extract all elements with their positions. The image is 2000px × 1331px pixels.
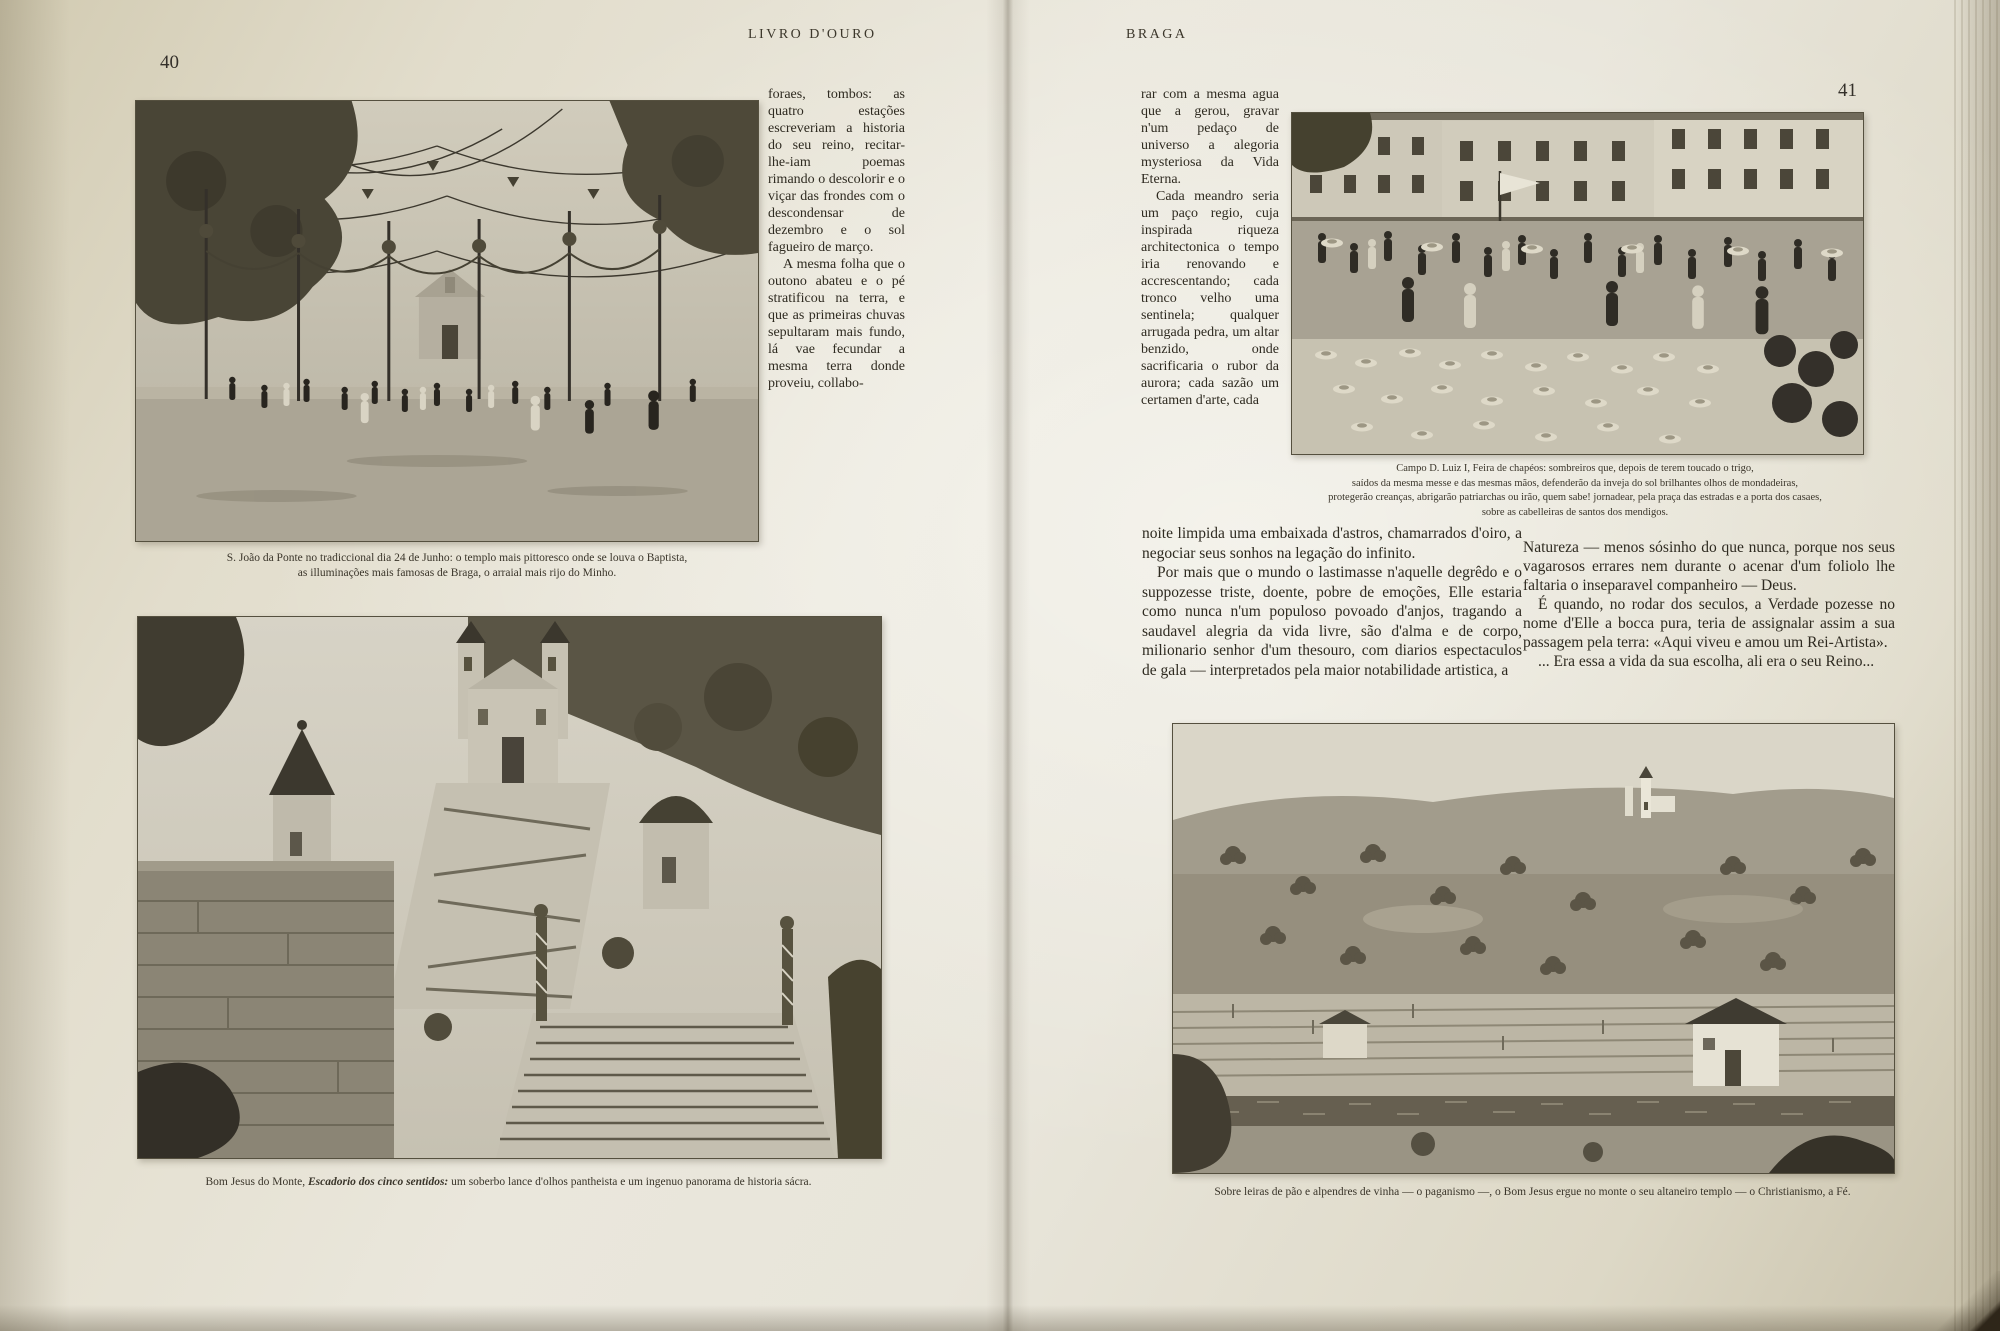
photo-caption-hat-fair (1235, 462, 1915, 520)
running-head-right: BRAGA (1126, 27, 1188, 42)
caption-line: protegerão creanças, abrigarão patriarchas ou irão, quem sabe! jornadear, pela praça das estradas e a porta dos casaes, (1328, 492, 1822, 503)
text-column-b-page41 (1523, 538, 1895, 671)
running-head-left: LIVRO D'OURO (748, 27, 877, 42)
corner-shadow (1910, 1271, 2000, 1331)
paragraph: noite limpida uma embaixada d'astros, chamarrados d'oiro, a negociar seus sonhos na legação do infinito. (1142, 525, 1522, 562)
page-number-41: 41 (1838, 80, 1857, 101)
caption-text: um soberbo lance d'olhos pantheista e um ingenuo panorama de historia sácra. (448, 1176, 812, 1188)
caption-line: as illuminações mais famosas de Braga, o arraial mais rijo do Minho. (297, 567, 617, 579)
gutter-crease (986, 0, 1030, 1331)
paragraph: ... Era essa a vida da sua escolha, ali era o seu Reino... (1538, 653, 1875, 670)
paragraph: rar com a mesma agua que a gerou, gravar n'um pedaço de universo a alegoria mysteriosa da Vida Eterna. (1141, 87, 1279, 187)
caption-italic: Escadorio dos cinco sentidos: (308, 1176, 449, 1188)
text-column-a-page41 (1142, 524, 1522, 680)
photo-hat-fair (1291, 112, 1864, 455)
paragraph: Natureza — menos sósinho do que nunca, porque nos seus vagarosos errares nem durante o acenar d'um foliolo lhe faltaria o inseparavel companheiro — Deus. (1523, 539, 1895, 594)
hat-fair-illustration (1292, 113, 1863, 454)
landscape-illustration (1173, 724, 1894, 1173)
paragraph: Por mais que o mundo o lastimasse n'aquelle degrêdo e o suppozesse triste, doente, pobre de emoções, Elle estaria como nunca n'um populoso povoado d'anjos, tragando a saudavel alegria da vida livre, são d'alma e de corpo, milionario senhor d'um thesouro, com diarios espectaculos de gala — interpretados pela maior notabilidade artistica, a (1142, 564, 1522, 679)
photo-caption-staircase (137, 1175, 880, 1190)
photo-sao-joao-festival (135, 100, 759, 542)
photo-bom-jesus-landscape (1172, 723, 1895, 1174)
photo-caption-festival (157, 551, 757, 581)
paragraph: foraes, tombos: as quatro estações escreveriam a historia do seu reino, recitar-lhe-iam poemas rimando o descolorir e o viçar das frondes com o descondensar de dezembro e o sol fagueiro de março. (768, 87, 905, 255)
photo-caption-landscape: Sobre leiras de pão e alpendres de vinha — o paganismo —, o Bom Jesus ergue no monte o seu altaneiro templo — o Christianismo, a Fé. (1214, 1186, 1851, 1198)
page-number-40: 40 (160, 52, 179, 73)
caption-text: Bom Jesus do Monte, (205, 1176, 309, 1188)
bottom-page-edge (0, 1305, 2000, 1331)
staircase-illustration (138, 617, 881, 1158)
caption-line: S. João da Ponte no tradiccional dia 24 de Junho: o templo mais pittoresco onde se louva o Baptista, (226, 552, 688, 564)
caption-line: Campo D. Luiz I, Feira de chapéos: sombreiros que, depois de terem toucado o trigo, (1396, 463, 1754, 474)
text-column-page40 (768, 86, 905, 392)
caption-line: sobre as cabelleiras de santos dos mendigos. (1481, 506, 1669, 518)
paragraph: Cada meandro seria um paço regio, cuja inspirada riqueza architectonica o tempo iria renovando e accrescentando; cada tronco velho uma sentinela; qualquer arrugada pedra, um altar benzido, onde sacrificaria o rubor da aurora; cada sazão um certamen d'arte, cada (1141, 189, 1279, 408)
paragraph: A mesma folha que o outono abateu e o pé stratificou na terra, e que as primeiras chuvas sepultaram mais fundo, lá vae fecundar a mesma terra donde proveiu, collabo- (768, 257, 905, 391)
photo-bom-jesus-staircase (137, 616, 882, 1159)
fore-edge-pages (1954, 0, 2000, 1331)
text-column-page41 (1141, 86, 1279, 409)
festival-illustration (136, 101, 758, 541)
left-page-edge-shadow (0, 0, 70, 1331)
caption-line: saídos da mesma messe e das mesmas mãos, defenderão da inveja do sol brilhantes olhos de mondadeiras, (1351, 477, 1799, 489)
paragraph: É quando, no rodar dos seculos, a Verdade pozesse no nome d'Elle a bocca pura, teria de assignalar assim a sua passagem pela terra: «Aqui viveu e amou um Rei-Artista». (1523, 596, 1895, 651)
